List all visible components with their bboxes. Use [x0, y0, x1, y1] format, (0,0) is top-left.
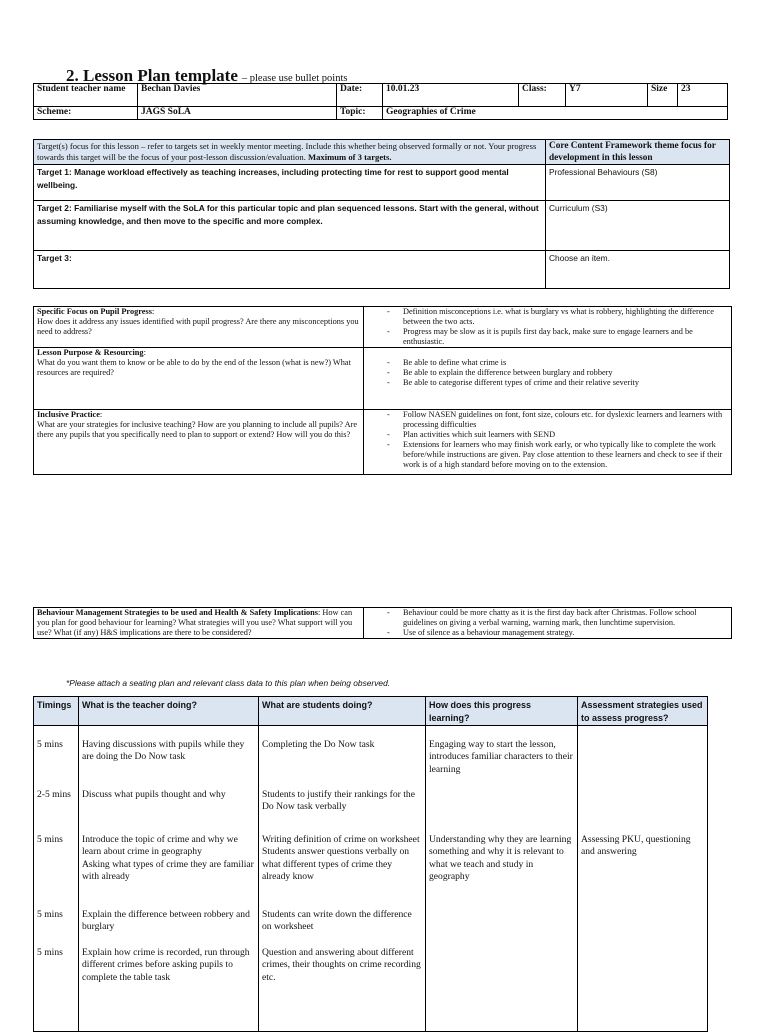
target-1-theme[interactable]: Professional Behaviours (S8)	[546, 165, 730, 201]
scheme-label: Scheme:	[34, 107, 138, 120]
progress-question: How does it address any issues identified with pupil progress? Are there any misconceptions you need to address?	[37, 317, 359, 336]
progress-title: Specific Focus on Pupil Progress	[37, 307, 152, 316]
row-4-students: Students can write down the difference on worksheet	[262, 909, 412, 933]
row-2-teacher: Discuss what pupils thought and why	[82, 789, 226, 800]
row-1-teacher: Having discussions with pupils while they are doing the Do Now task	[82, 739, 245, 763]
row-5-teacher: Explain how crime is recorded, run through different crimes before asking pupils to complete the table task	[82, 947, 250, 983]
header-students: What are students doing?	[259, 697, 426, 726]
date-value[interactable]: 10.01.23	[383, 84, 519, 107]
behaviour-question: How can you plan for good behaviour for learning? What strategies will you use? What support will you use? What (if any) H&S implications are there to be considered?	[37, 608, 353, 637]
assessment-column[interactable]	[578, 726, 708, 1032]
inclusive-question: What are your strategies for inclusive teaching? How are you planning to include all pupils? Are there any pupils that you specifically need to plan to support or extend? How will you do this?	[37, 420, 358, 439]
students-column[interactable]	[259, 726, 426, 1032]
seating-plan-note: *Please attach a seating plan and relevant class data to this plan when being observed.	[66, 678, 391, 688]
behaviour-item: - Behaviour could be more chatty as it is the first day back after Christmas. Follow school guidelines on giving a verbal warning, warning mark, then lunchtime supervision.	[367, 608, 728, 628]
purpose-item: - Be able to explain the difference between burglary and robbery	[367, 368, 728, 378]
behaviour-answer[interactable]	[364, 608, 732, 639]
target-3-theme[interactable]: Choose an item.	[546, 251, 730, 289]
class-label: Class:	[519, 84, 566, 107]
behaviour-item: - Use of silence as a behaviour management strategy.	[367, 628, 728, 638]
target-2[interactable]: Target 2: Familiarise myself with the SoLA for this particular topic and plan sequenced lessons. Start with the general, without assuming knowledge, and then move to the specific and more complex.	[34, 201, 546, 251]
inclusive-cell: Inclusive Practice: What are your strategies for inclusive teaching? How are you planning to include all pupils? Are there any pupils that you specifically need to plan to support or extend? How will you do this?	[34, 410, 364, 475]
scheme-value[interactable]: JAGS SoLA	[138, 107, 337, 120]
purpose-answer[interactable]	[364, 348, 732, 410]
row-3-timing: 5 mins	[37, 834, 63, 845]
header-teacher: What is the teacher doing?	[79, 697, 259, 726]
size-value[interactable]: 23	[678, 84, 728, 107]
timings-column[interactable]	[34, 726, 79, 1032]
title-subtitle: – please use bullet points	[241, 73, 348, 84]
row-3-progress: Understanding why they are learning something and why it is relevant to what we teach and study in geography	[429, 834, 572, 883]
header-progress: How does this progress learning?	[426, 697, 578, 726]
inclusive-item: - Plan activities which suit learners with SEND	[367, 430, 728, 440]
progress-cell: Specific Focus on Pupil Progress: How does it address any issues identified with pupil progress? Are there any misconceptions you need to address?	[34, 307, 364, 348]
inclusive-item: - Follow NASEN guidelines on font, font size, colours etc. for dyslexic learners and learners with processing difficulties	[367, 410, 728, 430]
size-label: Size	[648, 84, 678, 107]
row-4-teacher: Explain the difference between robbery and burglary	[82, 909, 250, 933]
row-1-progress: Engaging way to start the lesson, introduces familiar characters to their learning	[429, 739, 573, 775]
class-value[interactable]: Y7	[566, 84, 648, 107]
topic-value[interactable]: Geographies of Crime	[383, 107, 728, 120]
inclusive-answer[interactable]	[364, 410, 732, 475]
row-2-timing: 2-5 mins	[37, 789, 71, 800]
targets-table	[33, 139, 730, 289]
header-assessment: Assessment strategies used to assess progress?	[578, 697, 708, 726]
row-1-timing: 5 mins	[37, 739, 63, 750]
behaviour-table	[33, 607, 732, 639]
purpose-cell: Lesson Purpose & Resourcing: What do you want them to know or be able to do by the end of the lesson (what is new?) What resources are required?	[34, 348, 364, 410]
behaviour-cell: Behaviour Management Strategies to be used and Health & Safety Implications: How can you plan for good behaviour for learning? What strategies will you use? What support will you use? What (if any) H&S implications are there to be considered?	[34, 608, 364, 639]
progress-column[interactable]	[426, 726, 578, 1032]
row-5-timing: 5 mins	[37, 947, 63, 958]
teacher-column[interactable]	[79, 726, 259, 1032]
lesson-plan-table	[33, 696, 708, 1032]
row-1-students: Completing the Do Now task	[262, 739, 375, 750]
row-3-students: Writing definition of crime on worksheet Students answer questions verbally on what different types of crime they already know	[262, 834, 420, 883]
progress-answer[interactable]	[364, 307, 732, 348]
core-content-header: Core Content Framework theme focus for development in this lesson	[546, 140, 730, 165]
student-teacher-label: Student teacher name	[34, 84, 138, 107]
row-4-timing: 5 mins	[37, 909, 63, 920]
student-teacher-value[interactable]: Bechan Davies	[138, 84, 337, 107]
target-3[interactable]: Target 3:	[34, 251, 546, 289]
date-label: Date:	[337, 84, 383, 107]
targets-intro-bold: Maximum of 3 targets.	[307, 152, 392, 162]
behaviour-title: Behaviour Management Strategies to be used and Health & Safety Implications	[37, 608, 319, 617]
targets-intro-text: Target(s) focus for this lesson – refer to targets set in weekly mentor meeting. Include this whether being observed formally or not. Your progress towards this target will be the focus of your post-lesson discussion/evaluation.	[37, 141, 537, 162]
purpose-item: - Be able to define what crime is	[367, 358, 728, 368]
purpose-question: What do you want them to know or be able to do by the end of the lesson (what is new?) What resources are required?	[37, 358, 351, 377]
info-table	[33, 83, 728, 120]
target-2-theme[interactable]: Curriculum (S3)	[546, 201, 730, 251]
inclusive-item: - Extensions for learners who may finish work early, or who typically like to complete the work before/while instructions are given. Pay close attention to these learners and check to see if their work is of a high standard before moving on to the extension.	[367, 440, 728, 470]
title-text: 2. Lesson Plan template	[66, 66, 238, 85]
row-3-teacher: Introduce the topic of crime and why we learn about crime in geography Asking what types of crime they are familiar with already	[82, 834, 254, 883]
inclusive-title: Inclusive Practice	[37, 410, 100, 419]
row-3-assessment: Assessing PKU, questioning and answering	[581, 834, 691, 858]
row-2-students: Students to justify their rankings for the Do Now task verbally	[262, 789, 415, 813]
purpose-item: - Be able to categorise different types of crime and their relative severity	[367, 378, 728, 388]
progress-item: - Progress may be slow as it is pupils first day back, make sure to engage learners and be enthusiastic.	[367, 327, 728, 347]
focus-table	[33, 306, 732, 475]
progress-item: - Definition misconceptions i.e. what is burglary vs what is robbery, highlighting the difference between the two acts.	[367, 307, 728, 327]
purpose-title: Lesson Purpose & Resourcing	[37, 348, 144, 357]
header-timings: Timings	[34, 697, 79, 726]
targets-intro	[34, 140, 546, 165]
target-1[interactable]: Target 1: Manage workload effectively as teaching increases, including protecting time for rest to support good mental wellbeing.	[34, 165, 546, 201]
row-5-students: Question and answering about different crimes, their thoughts on crime recording etc.	[262, 947, 421, 983]
plan-rows	[34, 726, 708, 1032]
topic-label: Topic:	[337, 107, 383, 120]
